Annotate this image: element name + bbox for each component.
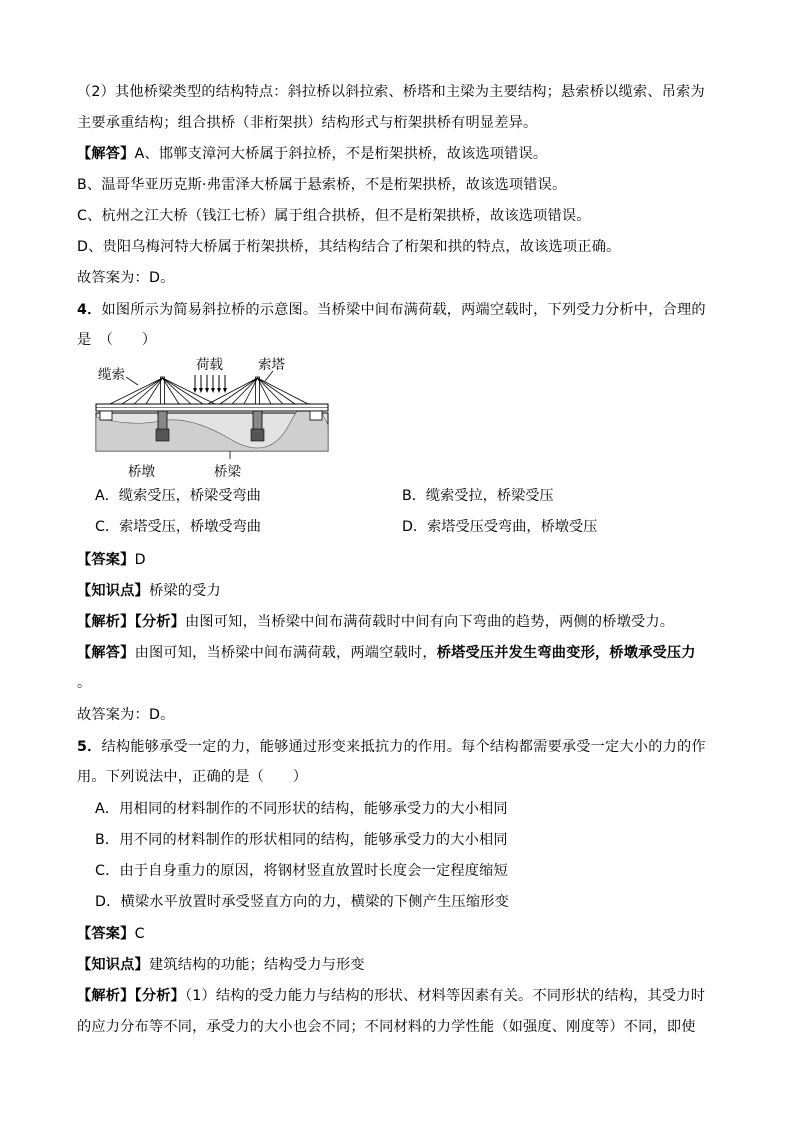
q4-final-answer: 故答案为：D。 [77,707,175,723]
kp-tag: 【知识点】 [77,583,149,599]
q5-analysis-cont: 的应力分布等不同，承受力的大小也会不同；不同材料的力学性能（如强度、刚度等）不同，即使 [77,1019,696,1035]
q4-knowledge-point [77,581,221,601]
question-number: 4． [77,302,102,318]
kp-text: 桥梁的受力 [148,583,221,599]
solution-text: 由图可知，当桥梁中间布满荷载，两端空载时， [134,645,437,661]
pier-label: 桥墩 [128,464,155,480]
solution-tag: 【解答】 [77,645,135,661]
q5-option-a: A．用相同的材料制作的不同形状的结构，能够承受力的大小相同 [95,801,508,817]
q4-option-a: A．缆索受压，桥梁受弯曲 [95,488,261,504]
beam-label: 桥梁 [214,464,241,480]
answer-value: C [134,926,145,942]
question-4-stem [77,300,706,320]
solution-tag: 【解答】 [77,146,135,162]
question-4-stem-cont: 是 （ ） [77,332,157,348]
tower-label: 索塔 [258,357,285,373]
text-line: C、杭州之江大桥（钱江七桥）属于组合拱桥，但不是桁架拱桥，故该选项错误。 [77,208,591,224]
text-line: 主要承重结构；组合拱桥（非桁架拱）结构形式与桁架拱桥有明显差异。 [77,115,538,131]
solution-emphasis: 桥塔受压并发生弯曲变形，桥墩承受压力 [436,645,696,661]
q5-knowledge-point [77,955,365,975]
question-number: 5． [77,739,102,755]
text-line: （2）其他桥梁类型的结构特点：斜拉桥以斜拉索、桥塔和主梁为主要结构；悬索桥以缆索、吊索为 [77,84,705,100]
q5-option-c: C．由于自身重力的原因，将钢材竖直放置时长度会一定程度缩短 [95,863,508,879]
analysis-tag: 【解析】【分析】 [77,614,186,630]
q4-solution-end: 。 [77,675,92,691]
answer-tag: 【答案】 [77,552,135,568]
q5-answer [77,924,145,944]
kp-tag: 【知识点】 [77,957,149,973]
q4-solution [77,643,696,663]
question-text: 结构能够承受一定的力，能够通过形变来抵抗力的作用。每个结构都需要承受一定大小的力的作 [101,739,706,755]
question-5-stem-cont: 用。下列说法中，正确的是（ ） [77,769,308,785]
q4-option-d: D．索塔受压受弯曲，桥墩受压 [402,519,598,535]
text-line: D、贵阳乌梅河特大桥属于桁架拱桥，其结构结合了桁架和拱的特点，故该选项正确。 [77,239,621,255]
cable-label: 缆索 [98,367,125,383]
q5-option-d: D．横梁水平放置时承受竖直方向的力，横梁的下侧产生压缩形变 [95,894,509,910]
q5-analysis [77,986,705,1006]
text-line: B、温哥华亚历克斯·弗雷泽大桥属于悬索桥，不是桁架拱桥，故该选项错误。 [77,177,567,193]
analysis-tag: 【解析】【分析】 [77,988,186,1004]
analysis-text: （1）结构的受力能力与结构的形状、材料等因素有关。不同形状的结构，其受力时 [185,988,706,1004]
solution-line [77,144,547,164]
q4-answer [77,550,146,570]
answer-tag: 【答案】 [77,926,135,942]
tower-left [161,377,165,404]
final-answer-line: 故答案为：D。 [77,270,175,286]
bridge-diagram [90,355,335,483]
question-5-stem [77,737,706,757]
question-text: 如图所示为简易斜拉桥的示意图。当桥梁中间布满荷载，两端空载时，下列受力分析中，合理的 [101,302,706,318]
cable-stayed-bridge-figure [90,355,335,483]
q4-option-c: C．索塔受压，桥墩受弯曲 [95,519,261,535]
kp-text: 建筑结构的功能；结构受力与形变 [148,957,365,973]
q4-analysis [77,612,674,632]
q5-option-b: B．用不同的材料制作的形状相同的结构，能够承受力的大小相同 [95,832,508,848]
q4-option-b: B．缆索受拉，桥梁受压 [402,488,554,504]
load-label: 荷载 [196,357,223,373]
analysis-text: 由图可知，当桥梁中间布满荷载时中间有向下弯曲的趋势，两侧的桥墩受力。 [185,614,675,630]
answer-value: D [134,552,146,568]
solution-text: A、邯郸支漳河大桥属于斜拉桥，不是桁架拱桥，故该选项错误。 [134,146,548,162]
